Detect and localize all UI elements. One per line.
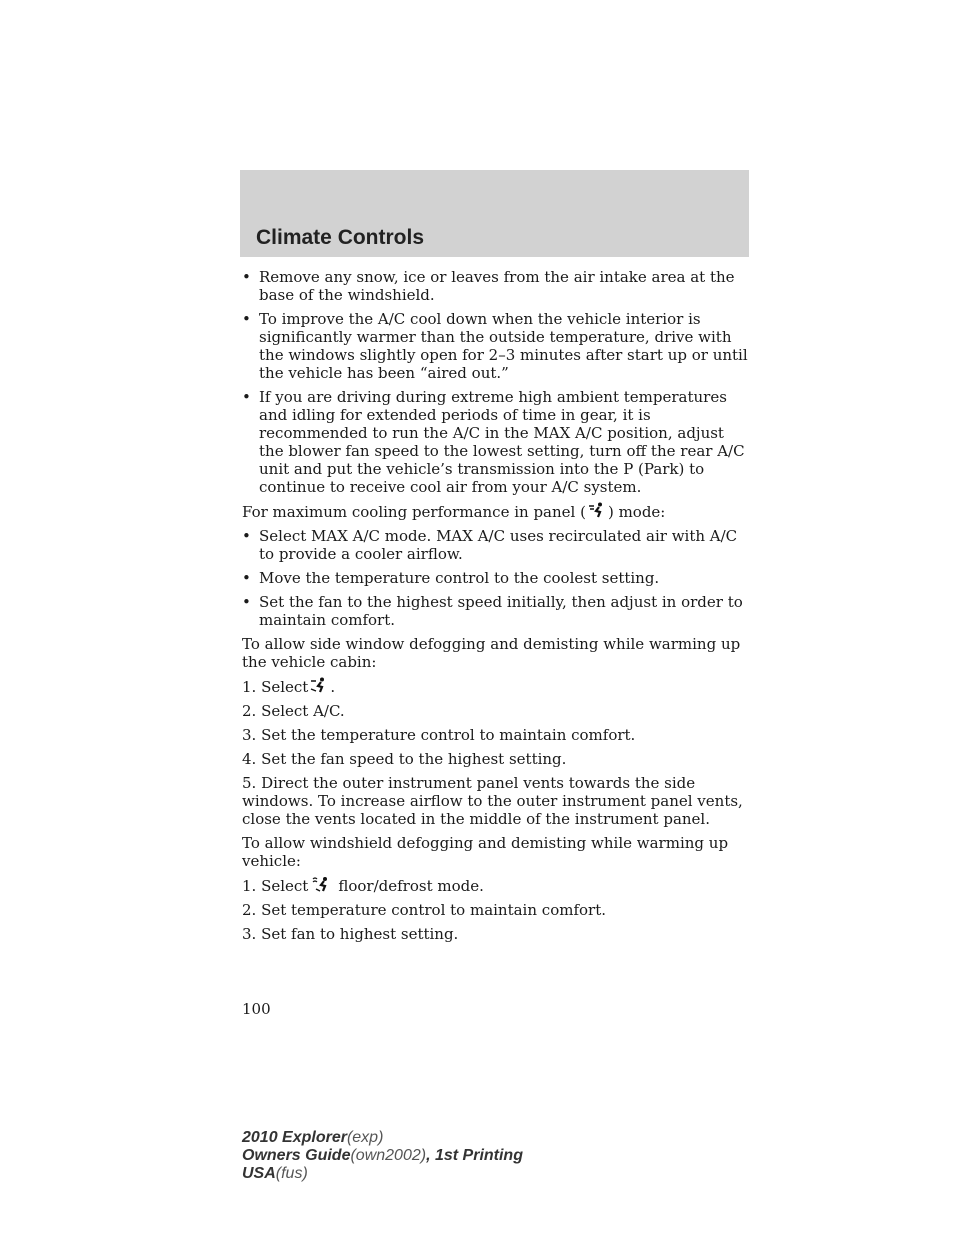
page-number: 100 xyxy=(242,1000,271,1018)
side-window-intro: To allow side window defogging and demisting while warming up the vehicle cabin: xyxy=(242,635,741,671)
windshield-step-3: 3. Set fan to highest setting. xyxy=(242,925,459,943)
list-item: • Move the temperature control to the coolest setting. xyxy=(242,569,660,587)
windshield-step-1: 1. Select floor/defrost mode. xyxy=(242,877,484,895)
windshield-step-2: 2. Set temperature control to maintain comfort. xyxy=(242,901,606,919)
side-step-4: 4. Set the fan speed to the highest setting. xyxy=(242,750,567,768)
side-step-1: 1. Select . xyxy=(242,678,336,696)
panel-mode-paragraph: For maximum cooling performance in panel ( ) mode: xyxy=(242,503,666,521)
list-item: • To improve the A/C cool down when the vehicle interior is significantly warmer than the outside temperature, drive with the windows slightly open for 2–3 minutes after start up or until the vehicle has been “aired out.” xyxy=(242,310,748,382)
list-item: • If you are driving during extreme high ambient temperatures and idling for extended periods of time in gear, it is recommended to run the A/C in the MAX A/C position, adjust the blower fan speed to the lowest setting, turn off the rear A/C unit and put the vehicle’s transmission into the P (Park) to continue to receive cool air from your A/C system. xyxy=(242,388,745,496)
print-footer: 2010 Explorer(exp) Owners Guide(own2002), 1st Printing USA(fus) xyxy=(242,1129,523,1182)
list-item: • Set the fan to the highest speed initially, then adjust in order to maintain comfort. xyxy=(242,593,743,629)
panel-mode-icon xyxy=(588,502,606,519)
side-step-2: 2. Select A/C. xyxy=(242,702,345,720)
section-header xyxy=(240,170,749,257)
floor-defrost-icon xyxy=(310,876,336,893)
panel-floor-mode-icon xyxy=(310,677,328,694)
list-item: • Remove any snow, ice or leaves from the air intake area at the base of the windshield. xyxy=(242,268,735,304)
windshield-intro: To allow windshield defogging and demisting while warming up vehicle: xyxy=(242,834,729,870)
side-step-3: 3. Set the temperature control to maintain comfort. xyxy=(242,726,636,744)
side-step-5: 5. Direct the outer instrument panel vents towards the side windows. To increase airflow to the outer instrument panel vents, close the vents located in the middle of the instrument panel. xyxy=(242,774,743,828)
page-body xyxy=(242,268,752,949)
list-item: • Select MAX A/C mode. MAX A/C uses recirculated air with A/C to provide a cooler airflow. xyxy=(242,527,738,563)
section-title: Climate Controls xyxy=(256,226,425,249)
